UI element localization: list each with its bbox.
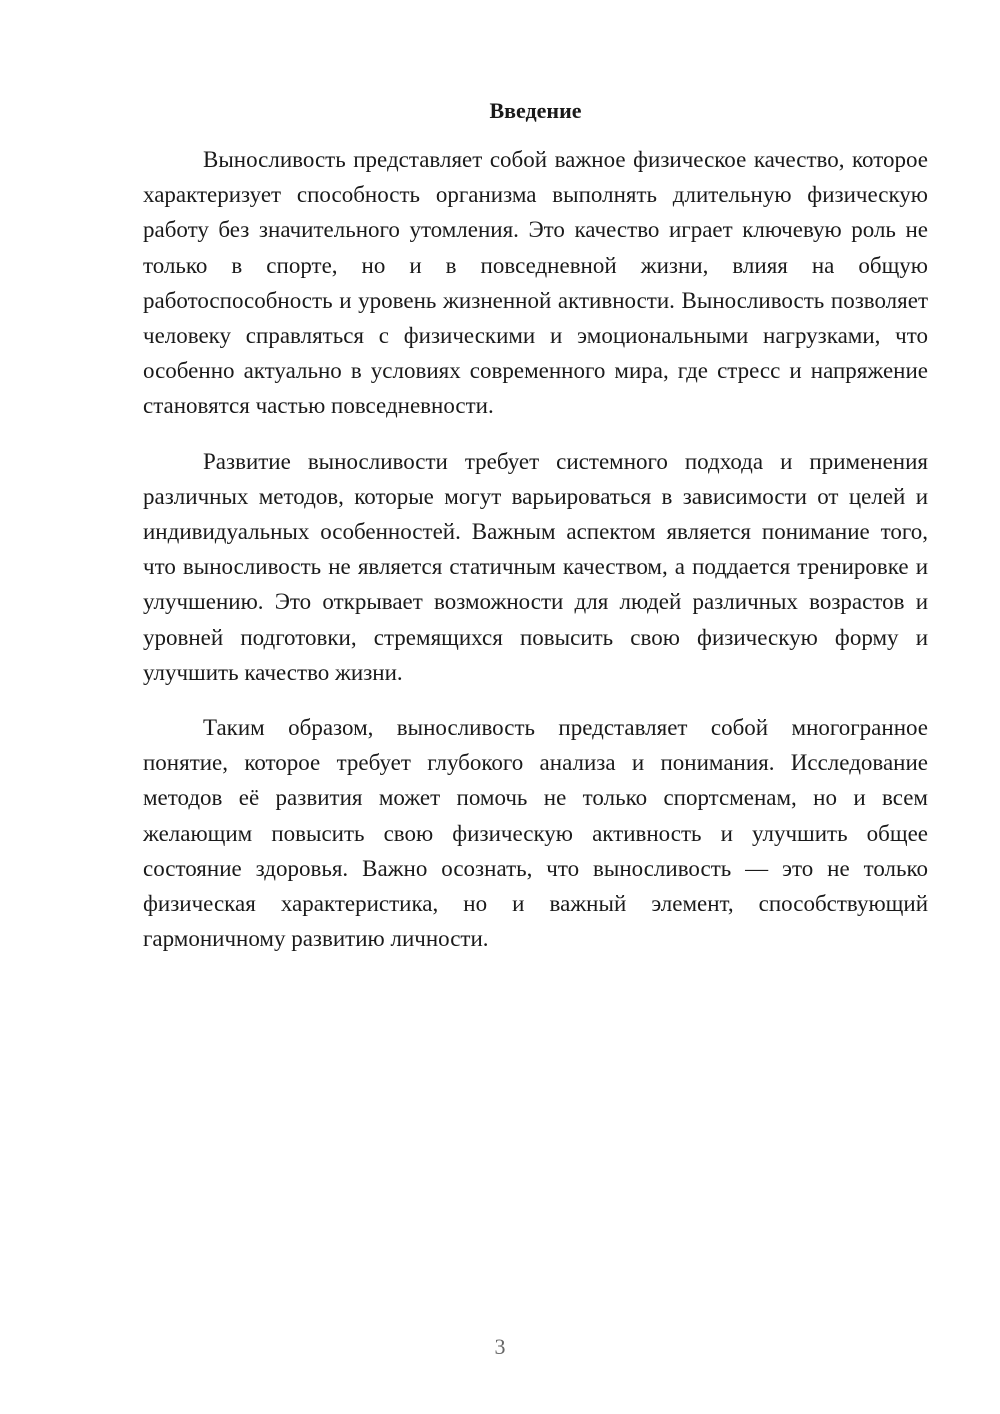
- page-number: 3: [494, 1334, 506, 1359]
- paragraph-2: Развитие выносливости требует системного подхода и применения различных методов, которые могут варьироваться в зависимости от целей и индивидуальных особенностей. Важным аспектом является понимание того, что выносливость не является статичным качеством, а поддается тренировке и улучшению. Это открывает возможности для людей различных возрастов и уровней подготовки, стремящихся повысить свою физическую форму и улучшить качество жизни.: [143, 448, 928, 685]
- body-text: [143, 142, 928, 976]
- section-heading: Введение: [489, 98, 582, 123]
- paragraph-3: Таким образом, выносливость представляет собой многогранное понятие, которое требует глубокого анализа и понимания. Исследование методов её развития может помочь не только спортсменам, но и всем желающим повысить свою физическую активность и улучшить общее состояние здоровья. Важно осознать, что выносливость — это не только физическая характеристика, но и важный элемент, способствующий гармоничному развитию личности.: [143, 715, 928, 952]
- paragraph-1: Выносливость представляет собой важное физическое качество, которое характеризует способность организма выполнять длительную физическую работу без значительного утомления. Это качество играет ключевую роль не только в спорте, но и в повседневной жизни, влияя на общую работоспособность и уровень жизненной активности. Выносливость позволяет человеку справляться с физическими и эмоциональными нагрузками, что особенно актуально в условиях современного мира, где стресс и напряжение становятся частью повседневности.: [143, 147, 928, 419]
